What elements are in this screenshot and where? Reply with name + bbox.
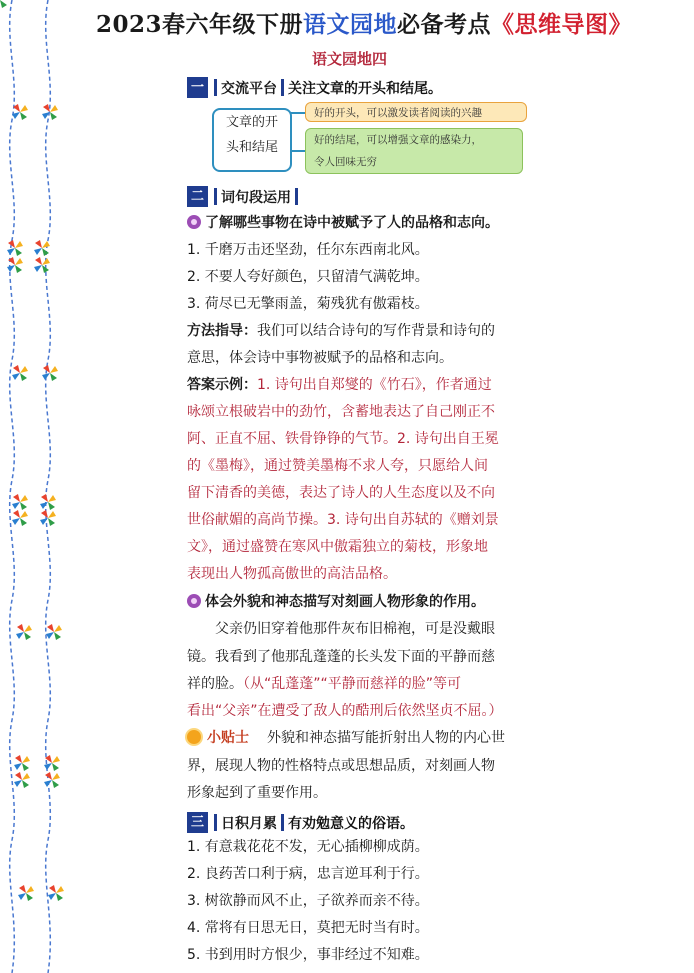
proverb-item: 1. 有意栽花花不发，无心插柳柳成荫。	[187, 839, 429, 855]
poem-line: 1. 千磨万击还坚劲，任尔东西南北风。	[187, 242, 429, 258]
poem-line: 2. 不要人夸好颜色，只留清气满乾坤。	[187, 269, 429, 285]
method-guide: 方法指导：我们可以结合诗句的写作背景和诗句的	[187, 323, 495, 339]
section-label: 交流平台	[221, 80, 277, 97]
tip-line: 形象起到了重要作用。	[187, 785, 327, 801]
divider	[281, 814, 284, 831]
proverb-item: 2. 良药苦口利于病，忠言逆耳利于行。	[187, 866, 429, 882]
section-label: 词句段运用	[221, 189, 291, 206]
section-number: 三	[187, 812, 208, 833]
divider	[214, 814, 217, 831]
mindmap-branch-top: 好的开头，可以激发读者阅读的兴趣	[305, 102, 527, 122]
section-heading-3	[187, 812, 414, 833]
section-heading-2	[187, 186, 302, 207]
divider	[281, 79, 284, 96]
decorative-border	[0, 0, 72, 973]
question-heading: 体会外貌和神态描写对刻画人物形象的作用。	[187, 593, 485, 611]
mindmap-branch-text: 好的结尾，可以增强文章的感染力，	[314, 134, 482, 146]
proverb-item: 4. 常将有日思无日，莫把无时当有时。	[187, 920, 429, 936]
answer-line: 的《墨梅》，通过赞美墨梅不求人夸，只愿给人间	[187, 458, 488, 474]
section-number: 一	[187, 77, 208, 98]
passage-annotation: 看出“父亲”在遭受了敌人的酷刑后依然坚贞不屈。）	[187, 703, 503, 719]
answer-line: 阿、正直不屈、铁骨铮铮的气节。2. 诗句出自王冕	[187, 431, 499, 447]
answer-line: 文》，通过盛赞在寒风中傲霜独立的菊枝，形象地	[187, 539, 488, 555]
section-label: 日积月累	[221, 815, 277, 832]
divider	[214, 188, 217, 205]
section-number: 二	[187, 186, 208, 207]
method-guide-cont: 意思，体会诗中事物被赋予的品格和志向。	[187, 350, 453, 366]
passage-line: 祥的脸。（从“乱蓬蓬”“平静而慈祥的脸”等可	[187, 676, 462, 692]
poem-line: 3. 荷尽已无擎雨盖，菊残犹有傲霜枝。	[187, 296, 429, 312]
divider	[295, 188, 298, 205]
proverb-item: 3. 树欲静而风不止，子欲养而亲不待。	[187, 893, 429, 909]
section-subheading: 关注文章的开头和结尾。	[288, 80, 442, 97]
answer-line: 世俗献媚的高尚节操。3. 诗句出自苏轼的《赠刘景	[187, 512, 499, 528]
divider	[214, 79, 217, 96]
tip-line: 界，展现人物的性格特点或思想品质，对刻画人物	[187, 758, 495, 774]
answer-line: 表现出人物孤高傲世的高洁品格。	[187, 566, 397, 582]
mindmap-branch-bottom	[305, 128, 523, 174]
section-subtitle: 语文园地四	[312, 50, 388, 68]
answer-line: 留下清香的美德，表达了诗人的人生态度以及不向	[187, 485, 495, 501]
mindmap-branch-text: 令人回味无穷	[314, 156, 377, 168]
bullet-icon	[187, 215, 201, 229]
section-heading-1	[187, 77, 442, 98]
question-heading: 了解哪些事物在诗中被赋予了人的品格和志向。	[187, 214, 499, 232]
mindmap-center-text: 头和结尾	[225, 140, 278, 155]
tip-block: 小贴士 外貌和神态描写能折射出人物的内心世	[187, 729, 505, 747]
proverb-item: 5. 书到用时方恨少，事非经过不知难。	[187, 947, 429, 963]
mindmap-center-node	[212, 108, 292, 172]
passage-line: 镜。我看到了他那乱蓬蓬的长头发下面的平静而慈	[187, 649, 495, 665]
bullet-icon	[187, 594, 201, 608]
answer-line: 咏颂立根破岩中的劲竹，含蓄地表达了自己刚正不	[187, 404, 495, 420]
sun-icon	[187, 730, 201, 744]
answer-example: 答案示例：1. 诗句出自郑燮的《竹石》，作者通过	[187, 377, 492, 393]
page-title: 2023春六年级下册语文园地必备考点《思维导图》	[96, 11, 633, 38]
mindmap-center-text: 文章的开	[225, 115, 278, 130]
section-subheading: 有劝勉意义的俗语。	[288, 815, 414, 832]
passage-line: 父亲仍旧穿着他那件灰布旧棉袍，可是没戴眼	[215, 621, 495, 637]
